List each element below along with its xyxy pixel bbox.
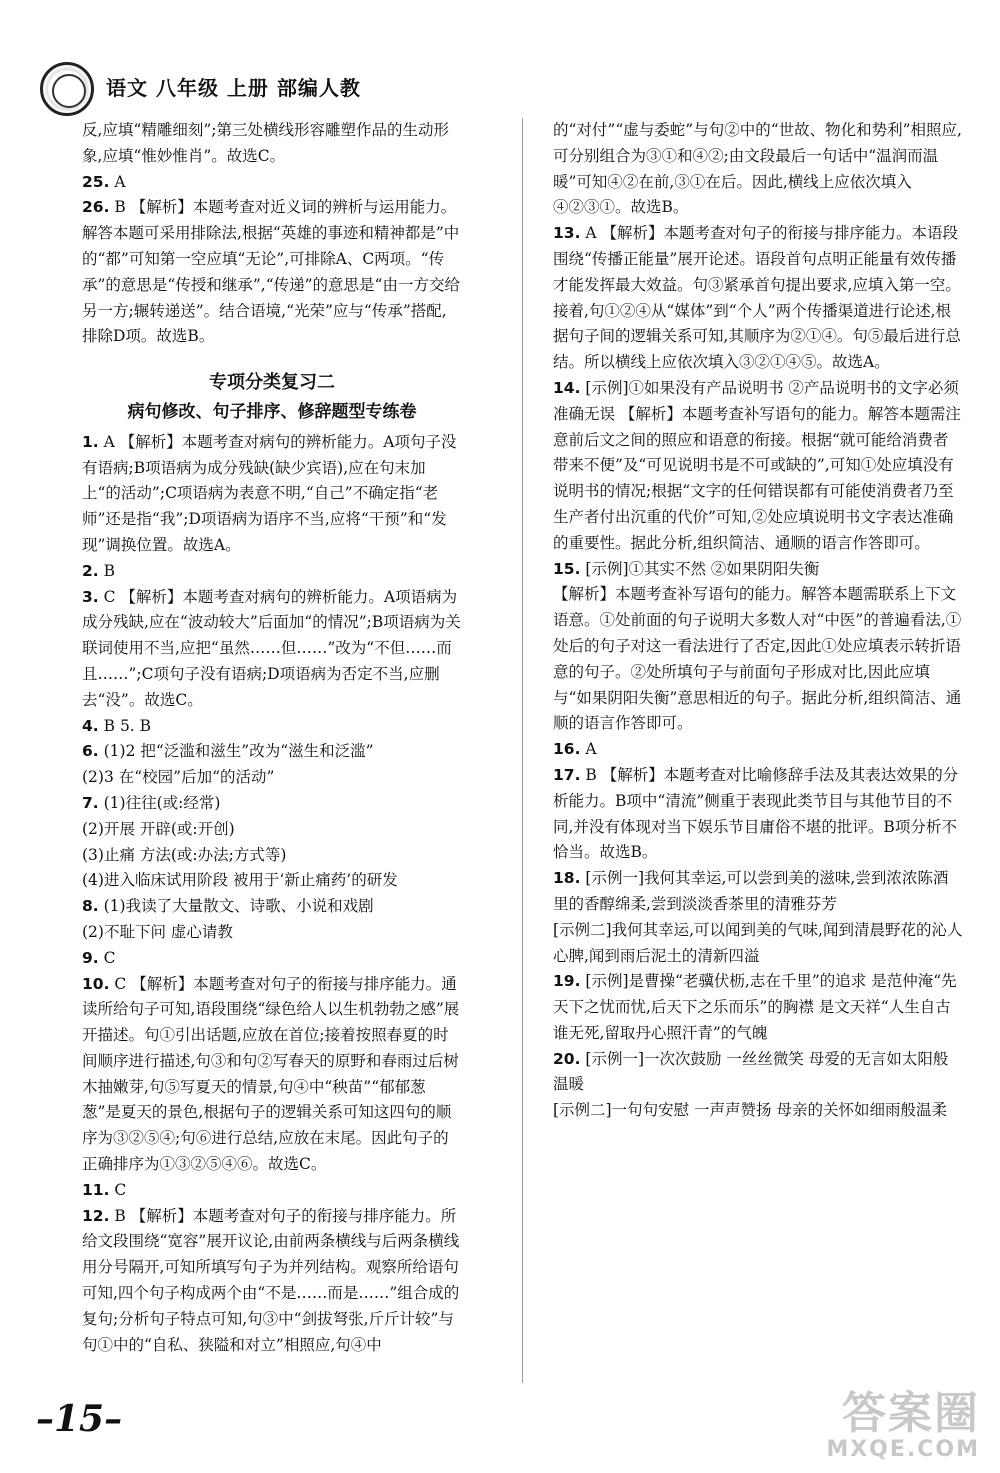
answer-item — [82, 585, 462, 714]
right-column — [553, 118, 963, 1124]
answer-number: 4. — [82, 716, 99, 735]
answer-number: 6. — [82, 742, 99, 761]
answer-text: A — [585, 740, 597, 759]
answer-number: 8. — [82, 897, 99, 916]
answer-item — [82, 972, 462, 1178]
answer-text: B 【解析】本题考查对句子的衔接与排序能力。所给文段围绕“宽容”展开议论,由前两条横线与后两条横线用分号隔开,可知所填写句子为并列结构。观察所给语句可知,四个句子构成两个由“不是……而是……”组合成的复句;分析句子特点可知,句③中“剑拔弩张,斤斤计较”与句①中的“自私、狭隘和对立”相照应,句④中 — [82, 1206, 460, 1354]
answer-text: A 【解析】本题考查对句子的衔接与排序能力。本语段围绕“传播正能量”展开论述。语段首句点明正能量有效传播才能发挥最大效益。句③紧承首句提出要求,应填入第一空。接着,句①②④从“媒体”到“个人”两个传播渠道进行论述,根据句子间的逻辑关系可知,其顺序为②①④。句⑤最后进行总结。所以横线上应依次填入③②①④⑤。故选A。 — [553, 224, 961, 372]
answer-item — [82, 739, 462, 791]
answer-text: C — [103, 948, 116, 967]
answer-number: 9. — [82, 948, 99, 967]
answer-number: 3. — [82, 587, 99, 606]
answer-text: 的“对付”“虚与委蛇”与句②中的“世故、物化和势利”相照应,可分别组合为③①和④②;由文段最后一句话中“温润而温暖”可知④②在前,③①在后。因此,横线上应依次填入④②③①。故选B。 — [553, 121, 962, 217]
page-number: –15– — [36, 1398, 123, 1440]
answer-text: B 【解析】本题考查对近义词的辨析与运用能力。解答本题可采用排除法,根据“英雄的事迹和精神都是”中的“都”可知第一空应填“无论”,可排除A、C两项。“传承”的意思是“传授和继承”,“传递”的意思是“由一方交给另一方;辗转递送”。结合语境,“光荣”应与“传承”搭配,排除D项。故选B。 — [82, 198, 460, 346]
book-logo-icon — [40, 62, 94, 116]
watermark-url: MXQE.COM — [826, 1437, 980, 1462]
answer-item — [553, 737, 963, 763]
answer-item — [82, 946, 462, 972]
answer-text: C 【解析】本题考查对句子的衔接与排序能力。通读所给句子可知,语段围绕“绿色给人以生机勃勃之感”展开描述。句①引出话题,应放在首位;接着按照春夏的时间顺序进行描述,句③和句②写春天的原野和春雨过后树木抽嫩芽,句⑤写夏天的情景,句④中“秧苗”“郁郁葱葱”是夏天的景色,根据句子的逻辑关系可知这四句的顺序为③②⑤④;句⑥进行总结,应放在末尾。因此句子的正确排序为①③②⑤④⑥。故选C。 — [82, 974, 460, 1174]
column-divider — [522, 118, 523, 1383]
answer-item — [82, 430, 462, 559]
answer-item — [82, 894, 462, 946]
answer-text: [示例一]我何其幸运,可以尝到美的滋味,尝到浓浓陈酒里的香醇绵柔,尝到淡淡香茶里的清雅芬芳 [示例二]我何其幸运,可以闻到美的气味,闻到清晨野花的沁人心脾,闻到雨后泥土的清新四溢 — [553, 869, 963, 965]
section-subtitle: 病句修改、句子排序、修辞题型专练卷 — [127, 401, 417, 422]
answer-item — [553, 118, 963, 221]
answer-text: A 【解析】本题考查对病句的辨析能力。A项句子没有语病;B项语病为成分残缺(缺少宾语),应在句末加上“的活动”;C项语病为表意不明,“自己”不确定指“老师”还是指“我”;D项语病为语序不当,应将“干预”和“发现”调换位置。故选A。 — [82, 432, 457, 554]
answer-item — [82, 559, 462, 585]
answer-number: 1. — [82, 432, 99, 451]
watermark — [760, 1390, 980, 1470]
answer-number: 19. — [553, 972, 581, 991]
answer-text: B 5. B — [103, 716, 152, 735]
answer-number: 7. — [82, 793, 99, 812]
header-title: 语文 八年级 上册 部编人教 — [106, 76, 361, 100]
answer-item — [82, 118, 462, 170]
answer-item — [553, 866, 963, 969]
answer-item — [553, 1047, 963, 1124]
answer-number: 26. — [82, 198, 110, 217]
answer-item — [553, 557, 963, 738]
answer-item — [553, 969, 963, 1046]
answer-number: 17. — [553, 765, 581, 784]
answer-item — [553, 376, 963, 557]
section-title: 专项分类复习二 — [209, 372, 335, 394]
answer-number: 16. — [553, 740, 581, 759]
answer-item — [82, 1204, 462, 1359]
answer-text: 反,应填“精雕细刻”;第三处横线形容雕塑作品的生动形象,应填“惟妙惟肖”。故选C。 — [82, 121, 449, 165]
answer-number: 14. — [553, 378, 581, 397]
watermark-logo-text: 答案圈 — [842, 1388, 980, 1439]
answer-item — [553, 763, 963, 866]
answer-number: 2. — [82, 561, 99, 580]
answer-number: 11. — [82, 1180, 110, 1199]
answer-item — [82, 195, 462, 350]
answer-number: 13. — [553, 224, 581, 243]
page-number-value: 15 — [54, 1398, 105, 1440]
answer-number: 25. — [82, 172, 110, 191]
answer-text: [示例一]一次次鼓励 一丝丝微笑 母爱的无言如太阳般温暖 [示例二]一句句安慰 一声声赞扬 母亲的关怀如细雨般温柔 — [553, 1049, 949, 1120]
answer-text: C — [114, 1180, 127, 1199]
answer-item — [82, 791, 462, 894]
answer-text: [示例]是曹操“老骥伏枥,志在千里”的追求 是范仲淹“先天下之忧而忧,后天下之乐而乐”的胸襟 是文天祥“人生自古谁无死,留取丹心照汗青”的气魄 — [553, 972, 957, 1042]
answer-item — [82, 1178, 462, 1204]
answer-number: 15. — [553, 559, 581, 578]
answer-text: B 【解析】本题考查对比喻修辞手法及其表达效果的分析能力。B项中“清流”侧重于表现此类节目与其他节目的不同,并没有体现对当下娱乐节目庸俗不堪的批评。B项分析不恰当。故选B。 — [553, 765, 959, 862]
answer-text: (1)我读了大量散文、诗歌、小说和戏剧 (2)不耻下问 虚心请教 — [82, 897, 374, 941]
answer-text: A — [114, 172, 126, 191]
answer-text: B — [103, 561, 116, 580]
page-header — [40, 62, 940, 118]
answer-item — [82, 170, 462, 196]
answer-text: [示例]①如果没有产品说明书 ②产品说明书的文字必须准确无误 【解析】本题考查补写语句的能力。解答本题需注意前后文之间的照应和语意的衔接。根据“就可能给消费者带来不便”及“可见说明书是不可或缺的”,可知①处应填没有说明书的情况;根据“文字的任何错误都有可能使消费者乃至生产者付出沉重的代价”可知,②处应填说明书文字表达准确的重要性。据此分析,组织简洁、通顺的语言作答即可。 — [553, 378, 961, 552]
answer-item — [553, 221, 963, 376]
answer-text: [示例]①其实不然 ②如果阴阳失衡 【解析】本题考查补写语句的能力。解答本题需联系上下文语意。①处前面的句子说明大多数人对“中医”的普遍看法,①处后的句子对这一看法进行了否定,因此①处应填表示转折语意的句子。②处所填句子与前面句子形成对比,因此应填与“如果阴阳失衡”意思相近的句子。据此分析,组织简洁、通顺的语言作答即可。 — [553, 559, 962, 733]
answer-text: C 【解析】本题考查对病句的辨析能力。A项语病为成分残缺,应在“波动较大”后面加“的情况”;B项语病为关联词使用不当,应把“虽然……但……”改为“不但……而且……”;C项句子没有语病;D项语病为否定不当,应删去“没”。故选C。 — [82, 587, 461, 709]
answer-item — [82, 714, 462, 740]
answer-number: 20. — [553, 1049, 581, 1068]
answer-text: (1)往往(或:经常) (2)开展 开辟(或:开创) (3)止痛 方法(或:办法;方式等) (4)进入临床试用阶段 被用于‘新止痛药’的研发 — [82, 793, 398, 890]
answer-number: 12. — [82, 1206, 110, 1225]
answer-number: 18. — [553, 869, 581, 888]
answer-text: (1)2 把“泛滥和滋生”改为“滋生和泛滥” (2)3 在“校园”后加“的活动” — [82, 742, 374, 787]
left-column — [82, 118, 462, 1358]
answer-number: 10. — [82, 974, 110, 993]
